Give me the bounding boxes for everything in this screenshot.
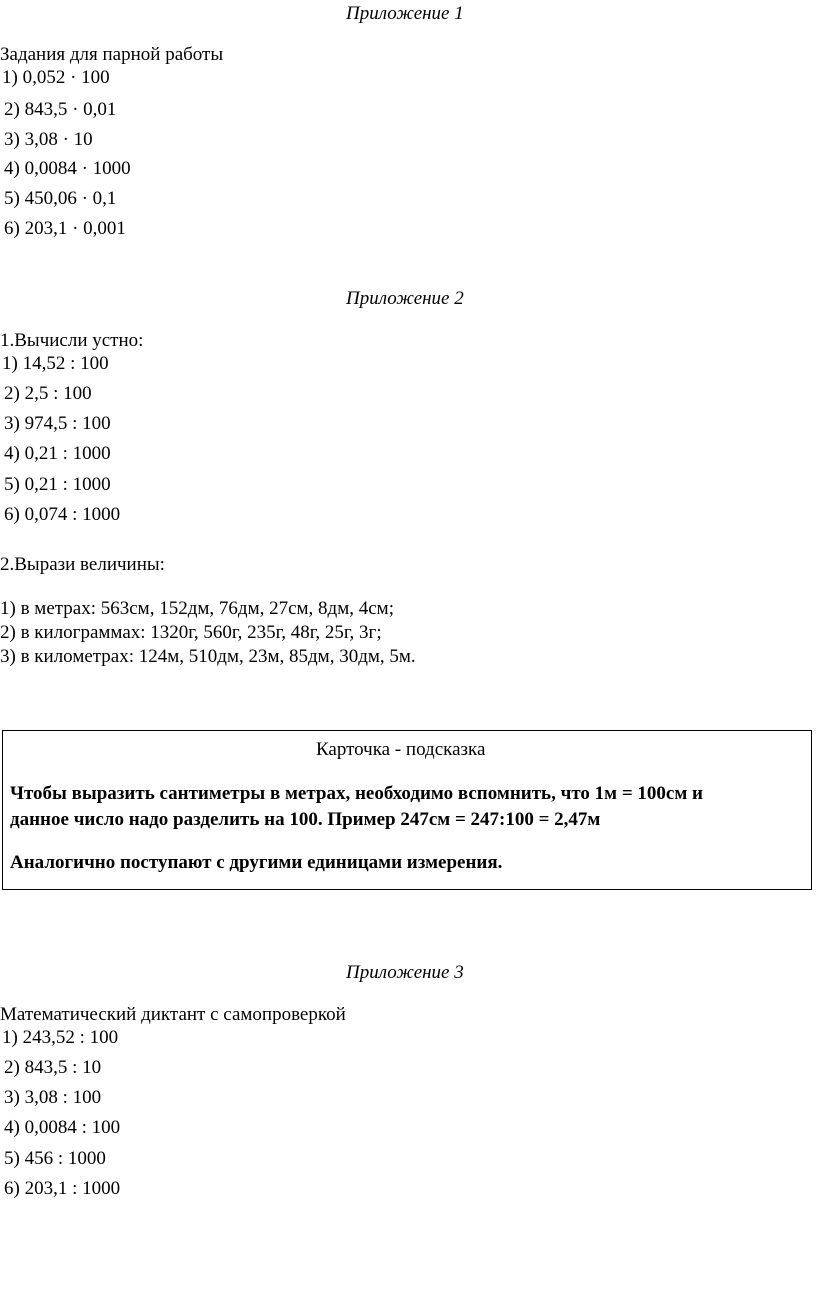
list-item: 1) 243,52 : 100 bbox=[2, 1027, 119, 1048]
appendix-3-heading: Приложение 3 bbox=[346, 962, 464, 983]
task-1-title: 1.Вычисли устно: bbox=[0, 330, 144, 351]
list-item: 6) 203,1 · 0,001 bbox=[4, 218, 126, 239]
appendix-1-title: Задания для парной работы bbox=[0, 44, 224, 65]
hint-card-line-2: данное число надо разделить на 100. Пример 247см = 247:100 = 2,47м bbox=[10, 809, 601, 830]
list-item: 2) 843,5 · 0,01 bbox=[4, 99, 117, 120]
task-2-title: 2.Вырази величины: bbox=[0, 554, 165, 575]
list-item: 2) в килограммах: 1320г, 560г, 235г, 48г, 25г, 3г; bbox=[0, 622, 382, 643]
list-item: 2) 843,5 : 10 bbox=[4, 1057, 102, 1078]
list-item: 3) 3,08 : 100 bbox=[4, 1087, 102, 1108]
list-item: 6) 0,074 : 1000 bbox=[4, 504, 121, 525]
list-item: 4) 0,0084 : 100 bbox=[4, 1117, 121, 1138]
list-item: 1) 0,052 · 100 bbox=[2, 67, 110, 88]
appendix-3-title: Математический диктант с самопроверкой bbox=[0, 1004, 346, 1025]
hint-card-title: Карточка - подсказка bbox=[316, 739, 486, 760]
hint-card-line-1: Чтобы выразить сантиметры в метрах, необходимо вспомнить, что 1м = 100см и bbox=[10, 783, 703, 804]
list-item: 4) 0,21 : 1000 bbox=[4, 443, 111, 464]
list-item: 3) в километрах: 124м, 510дм, 23м, 85дм, 30дм, 5м. bbox=[0, 646, 416, 667]
list-item: 6) 203,1 : 1000 bbox=[4, 1178, 121, 1199]
list-item: 5) 0,21 : 1000 bbox=[4, 474, 111, 495]
list-item: 5) 456 : 1000 bbox=[4, 1148, 106, 1169]
appendix-2-heading: Приложение 2 bbox=[346, 288, 464, 309]
list-item: 1) в метрах: 563см, 152дм, 76дм, 27см, 8дм, 4см; bbox=[0, 598, 394, 619]
list-item: 1) 14,52 : 100 bbox=[2, 353, 109, 374]
list-item: 3) 974,5 : 100 bbox=[4, 413, 111, 434]
list-item: 2) 2,5 : 100 bbox=[4, 383, 92, 404]
hint-card bbox=[2, 730, 812, 890]
list-item: 5) 450,06 · 0,1 bbox=[4, 188, 117, 209]
list-item: 4) 0,0084 · 1000 bbox=[4, 158, 131, 179]
list-item: 3) 3,08 · 10 bbox=[4, 129, 93, 150]
appendix-1-heading: Приложение 1 bbox=[346, 3, 464, 24]
hint-card-line-3: Аналогично поступают с другими единицами измерения. bbox=[10, 852, 503, 873]
